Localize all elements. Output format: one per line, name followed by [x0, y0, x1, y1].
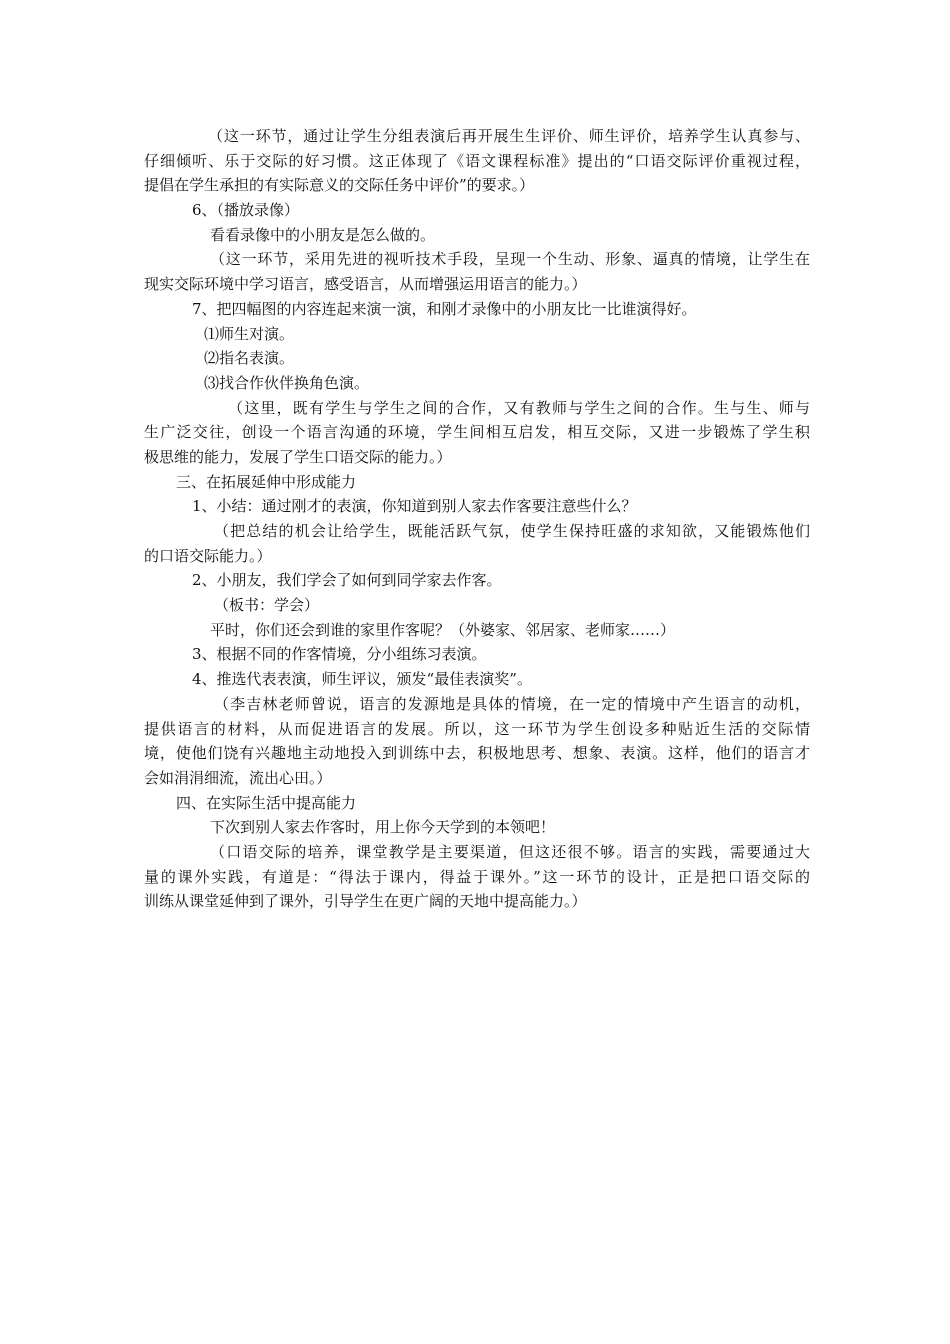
section-heading: 四、在实际生活中提高能力 — [176, 793, 357, 812]
paragraph-line: 生广泛交往，创设一个语言沟通的环境，学生间相互启发，相互交际，又进一步锻炼了学生积 — [144, 423, 810, 442]
paragraph-line: 极思维的能力，发展了学生口语交际的能力。） — [144, 447, 452, 466]
paragraph-line: 提倡在学生承担的有实际意义的交际任务中评价”的要求。） — [144, 176, 535, 195]
paragraph-line: （把总结的机会让给学生，既能活跃气氛，使学生保持旺盛的求知欲，又能锻炼他们 — [214, 522, 810, 540]
list-item: ⑵指名表演。 — [204, 349, 295, 368]
paragraph-line: 仔细倾听、乐于交际的好习惯。这正体现了《语文课程标准》提出的“口语交际评价重视过程， — [144, 151, 810, 170]
paragraph-line: （这一环节，采用先进的视听技术手段，呈现一个生动、形象、逼真的情境，让学生在 — [210, 250, 810, 269]
list-item: ⑶找合作伙伴换角色演。 — [204, 373, 370, 392]
paragraph-line: 看看录像中的小朋友是怎么做的。 — [210, 225, 436, 244]
paragraph-line: 训练从课堂延伸到了课外，引导学生在更广阔的天地中提高能力。） — [144, 892, 587, 911]
step-heading: 4、推选代表表演，师生评议，颁发“最佳表演奖”。 — [192, 670, 532, 689]
paragraph-line: （板书：学会） — [214, 596, 320, 615]
paragraph-line: 现实交际环境中学习语言，感受语言，从而增强运用语言的能力。） — [144, 275, 587, 294]
document-body — [144, 124, 810, 914]
paragraph-line: （这一环节，通过让学生分组表演后再开展生生评价、师生评价，培养学生认真参与、 — [208, 127, 810, 145]
paragraph-line: 量的课外实践，有道是：“得法于课内，得益于课外。”这一环节的设计，正是把口语交际的 — [144, 867, 810, 886]
paragraph-line: 下次到别人家去作客时，用上你今天学到的本领吧！ — [210, 818, 556, 837]
step-heading: 3、根据不同的作客情境，分小组练习表演。 — [192, 645, 487, 664]
section-heading: 三、在拓展延伸中形成能力 — [176, 472, 357, 491]
paragraph-line: 提供语言的材料，从而促进语言的发展。所以，这一环节为学生创设多种贴近生活的交际情 — [144, 719, 810, 738]
paragraph-line: 平时，你们还会到谁的家里作客呢？（外婆家、邻居家、老师家……） — [210, 620, 676, 639]
step-heading: 6、（播放录像） — [192, 201, 300, 220]
step-heading: 7、把四幅图的内容连起来演一演，和刚才录像中的小朋友比一比谁演得好。 — [192, 299, 697, 318]
paragraph-line: 的口语交际能力。） — [144, 546, 272, 565]
paragraph-line: 境，使他们饶有兴趣地主动地投入到训练中去，积极地思考、想象、表演。这样，他们的语言才 — [144, 744, 810, 763]
paragraph-line: （李吉林老师曾说，语言的发源地是具体的情境，在一定的情境中产生语言的动机， — [214, 694, 810, 713]
step-heading: 1、小结：通过刚才的表演，你知道到别人家去作客要注意些什么？ — [192, 497, 637, 516]
paragraph-line: 会如涓涓细流，流出心田。） — [144, 768, 332, 787]
list-item: ⑴师生对演。 — [204, 324, 295, 343]
paragraph-line: （口语交际的培养，课堂教学是主要渠道，但这还很不够。语言的实践，需要通过大 — [210, 842, 810, 861]
paragraph-line: （这里，既有学生与学生之间的合作，又有教师与学生之间的合作。生与生、师与 — [228, 398, 810, 417]
step-heading: 2、小朋友，我们学会了如何到同学家去作客。 — [192, 571, 502, 590]
